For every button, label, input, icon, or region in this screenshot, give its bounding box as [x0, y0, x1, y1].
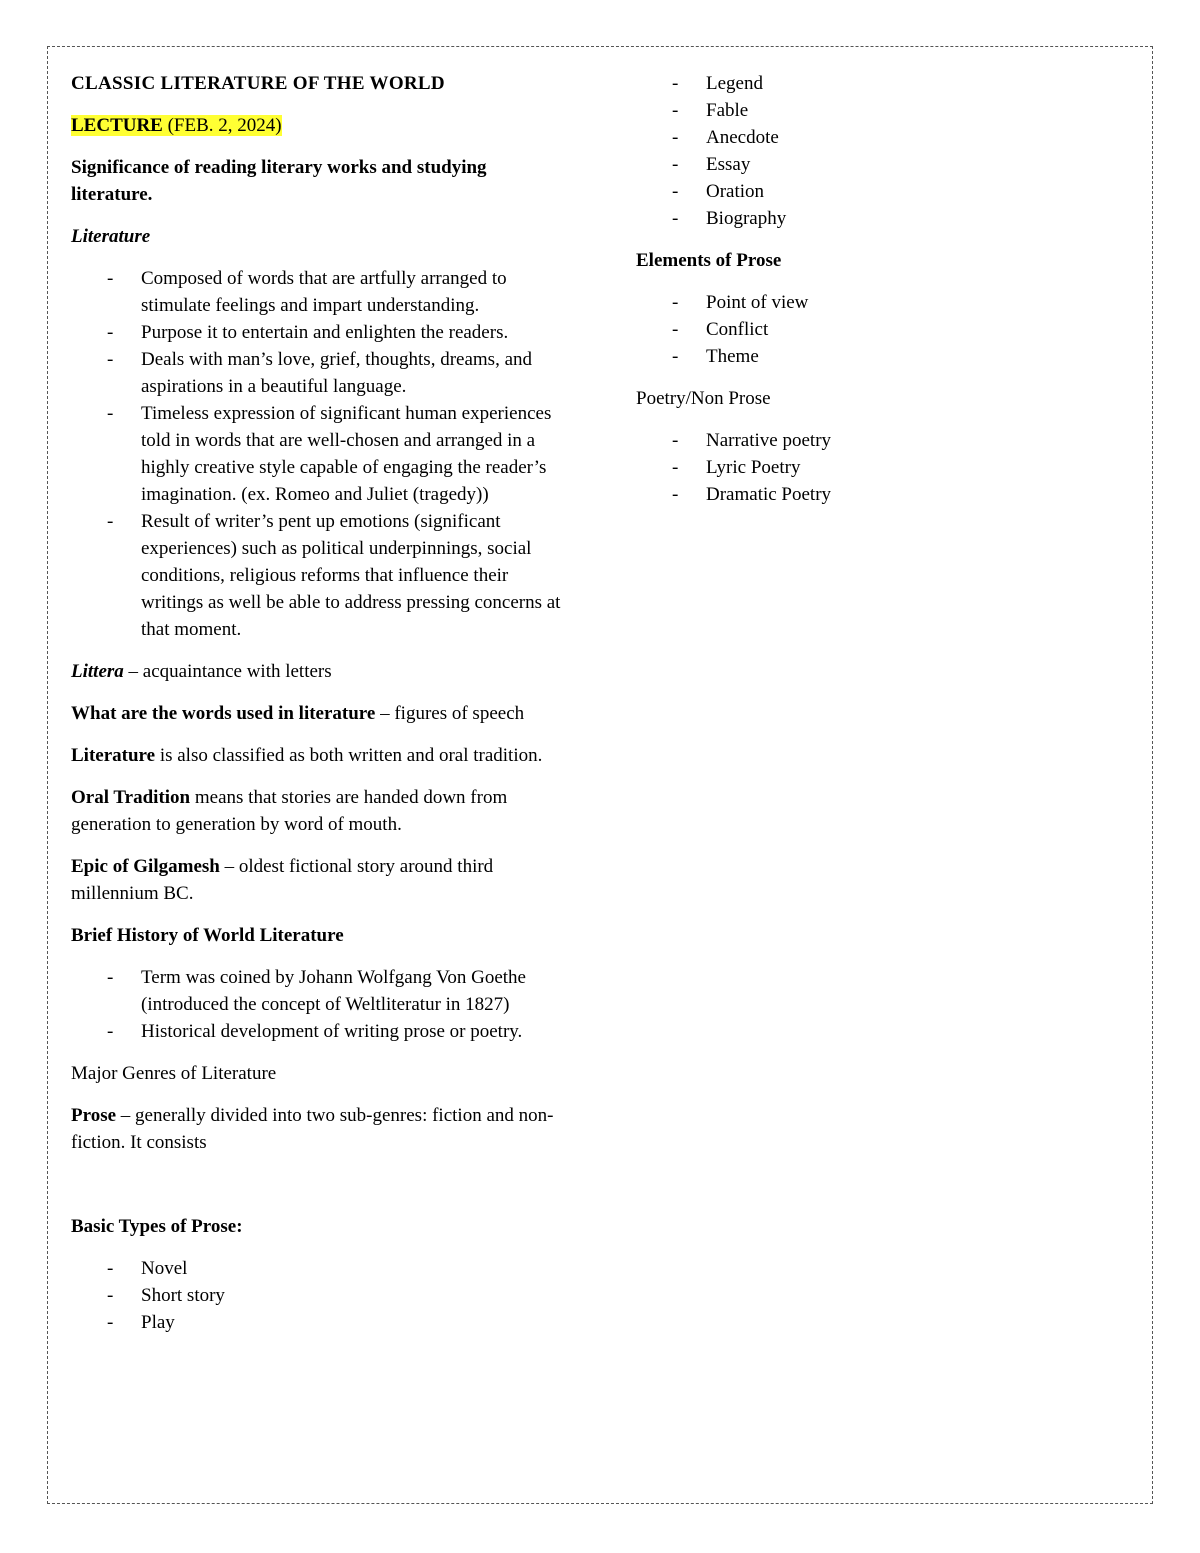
list-item: - Essay [636, 151, 1106, 178]
words-definition [71, 700, 571, 727]
basic-types-heading: Basic Types of Prose: [71, 1216, 243, 1237]
list-item: - Play [71, 1309, 571, 1336]
list-item: - Result of writer’s pent up emotions (significant experiences) such as political underpinnings, social conditions, religious reforms that influence their writings as well be able to address pressing concerns at that moment. [71, 508, 571, 643]
history-heading: Brief History of World Literature [71, 925, 344, 946]
literature-heading: Literature [71, 226, 151, 247]
genres-heading: Major Genres of Literature [71, 1063, 277, 1084]
list-item: - Lyric Poetry [636, 454, 1106, 481]
list-item: - Theme [636, 343, 1106, 370]
poetry-heading: Poetry/Non Prose [636, 388, 771, 409]
document-title: CLASSIC LITERATURE OF THE WORLD [71, 73, 445, 94]
list-item: - Purpose it to entertain and enlighten the readers. [71, 319, 571, 346]
list-item: - Biography [636, 205, 1106, 232]
list-item: - Legend [636, 70, 1106, 97]
lecture-date: (FEB. 2, 2024) [162, 115, 282, 136]
list-item: - Dramatic Poetry [636, 481, 1106, 508]
littera-definition [71, 658, 571, 685]
poetry-list [636, 427, 1106, 508]
list-item: - Conflict [636, 316, 1106, 343]
classified-term: Literature [71, 745, 156, 766]
prose-def: – generally divided into two sub-genres: fiction and non-fiction. It consists [71, 1105, 554, 1153]
basic-types-list [71, 1255, 571, 1336]
oral-tradition-definition [71, 784, 571, 838]
history-list [71, 964, 571, 1045]
list-item: - Deals with man’s love, grief, thoughts, dreams, and aspirations in a beautiful language. [71, 346, 571, 400]
oral-def: means that stories are handed down from generation to generation by word of mouth. [71, 787, 508, 835]
list-item: - Anecdote [636, 124, 1106, 151]
words-term: What are the words used in literature [71, 703, 376, 724]
oral-term: Oral Tradition [71, 787, 191, 808]
list-item: - Point of view [636, 289, 1106, 316]
epic-definition [71, 853, 571, 907]
list-item: - Oration [636, 178, 1106, 205]
right-column [636, 70, 1106, 523]
words-def: – figures of speech [375, 703, 525, 724]
list-item: - Narrative poetry [636, 427, 1106, 454]
basic-types-list-continued [636, 70, 1106, 232]
classified-def: is also classified as both written and oral tradition. [155, 745, 543, 766]
list-item: - Term was coined by Johann Wolfgang Von Goethe (introduced the concept of Weltliteratur in 1827) [71, 964, 571, 1018]
prose-definition [71, 1102, 571, 1156]
list-item: - Composed of words that are artfully arranged to stimulate feelings and impart understanding. [71, 265, 571, 319]
list-item: - Novel [71, 1255, 571, 1282]
classified-definition [71, 742, 571, 769]
elements-heading: Elements of Prose [636, 250, 782, 271]
littera-term: Littera [71, 661, 124, 682]
epic-def: – oldest fictional story around third millennium BC. [71, 856, 494, 904]
lecture-label: LECTURE [71, 115, 163, 136]
epic-term: Epic of Gilgamesh [71, 856, 220, 877]
left-column [71, 70, 571, 1351]
elements-list [636, 289, 1106, 370]
blank-gap [71, 1171, 571, 1213]
list-item: - Fable [636, 97, 1106, 124]
littera-def: – acquaintance with letters [123, 661, 332, 682]
list-item: - Short story [71, 1282, 571, 1309]
prose-term: Prose [71, 1105, 117, 1126]
list-item: - Historical development of writing prose or poetry. [71, 1018, 571, 1045]
list-item: - Timeless expression of significant human experiences told in words that are well-chosen and arranged in a highly creative style capable of engaging the reader’s imagination. (ex. Romeo and Juliet (tragedy)) [71, 400, 571, 508]
significance-heading: Significance of reading literary works and studying literature. [71, 157, 487, 205]
lecture-highlight [71, 115, 282, 136]
lecture-line [71, 112, 571, 139]
literature-list [71, 265, 571, 643]
